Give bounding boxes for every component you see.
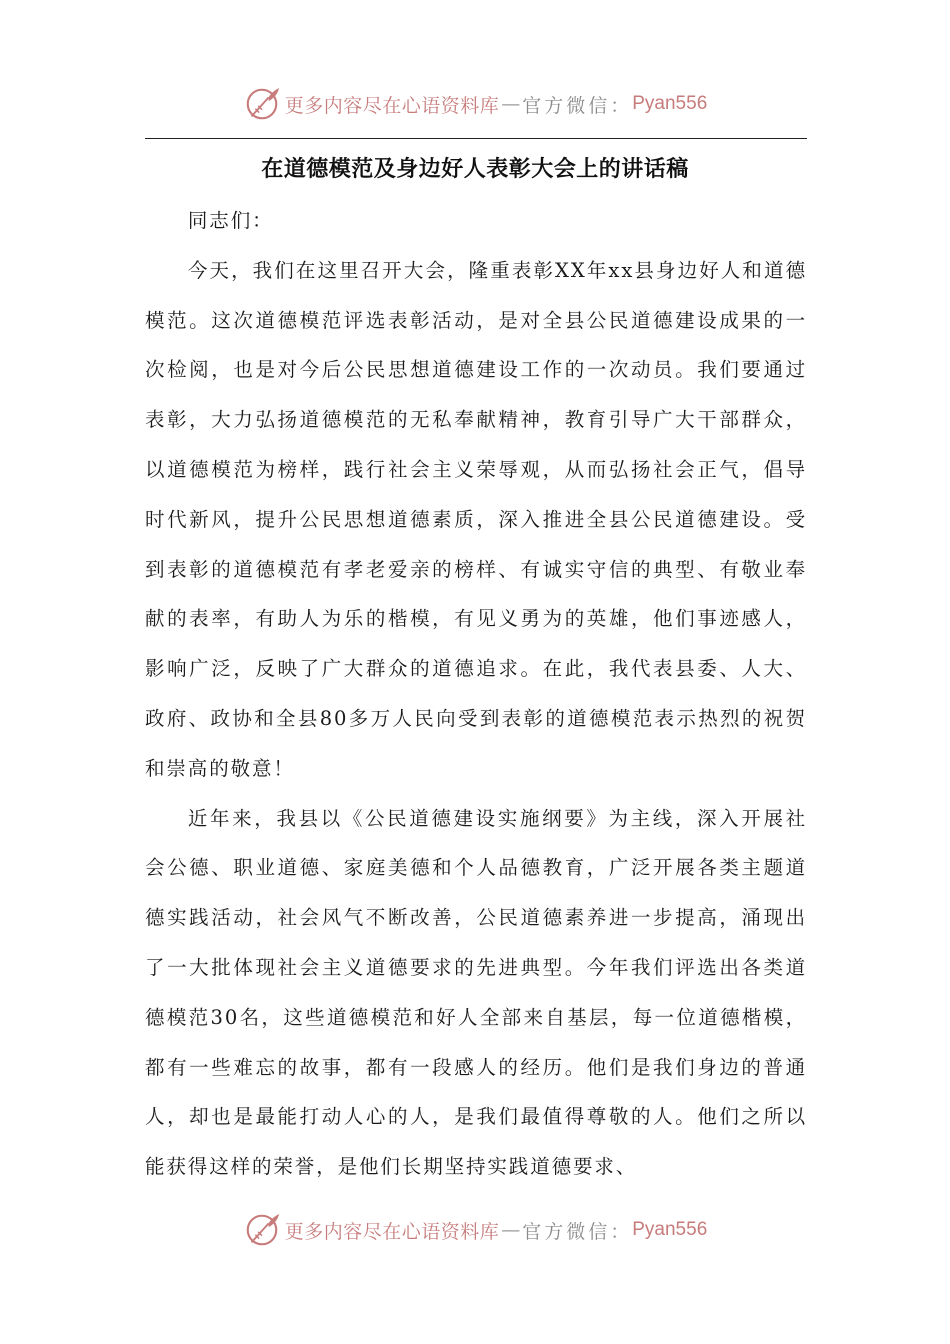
watermark-wechat-label: 官方微信： [522, 94, 633, 117]
paragraph-1: 今天，我们在这里召开大会，隆重表彰XX年xx县身边好人和道德模范。这次道德模范评选表彰活动，是对全县公民道德建设成果的一次检阅，也是对今后公民思想道德建设工作的一次动员。我们要通过表彰，大力弘扬道德模范的无私奉献精神，教育引导广大干部群众，以道德模范为榜样，践行社会主义荣辱观，从而弘扬社会正气，倡导时代新风，提升公民思想道德素质，深入推进全县公民道德建设。受到表彰的道德模范有孝老爱亲的榜样、有诚实守信的典型、有敬业奉献的表率，有助人为乐的楷模，有见义勇为的英雄，他们事迹感人，影响广泛，反映了广大群众的道德追求。在此，我代表县委、人大、政府、政协和全县80多万人民向受到表彰的道德模范表示热烈的祝贺和崇高的敬意！ [145, 258, 807, 780]
document-title: 在道德模范及身边好人表彰大会上的讲话稿 [261, 157, 689, 182]
watermark-dash: — [501, 1219, 521, 1241]
header-watermark [0, 84, 950, 124]
header-divider [145, 138, 807, 139]
watermark-slogan: 更多内容尽在心语资料库 [284, 1220, 500, 1243]
watermark-slogan: 更多内容尽在心语资料库 [284, 94, 500, 117]
watermark-wechat-id: Pyan556 [632, 93, 708, 114]
quill-pen-logo-icon [243, 85, 281, 123]
quill-pen-logo-icon [243, 1211, 281, 1249]
salutation: 同志们： [187, 209, 274, 232]
watermark-dash: — [501, 93, 521, 115]
footer-watermark [0, 1210, 950, 1250]
document-body [145, 196, 807, 1192]
watermark-wechat-id: Pyan556 [632, 1219, 708, 1240]
paragraph-2: 近年来，我县以《公民道德建设实施纲要》为主线，深入开展社会公德、职业道德、家庭美德和个人品德教育，广泛开展各类主题道德实践活动，社会风气不断改善，公民道德素养进一步提高，涌现出了一大批体现社会主义道德要求的先进典型。今年我们评选出各类道德模范30名，这些道德模范和好人全部来自基层，每一位道德楷模，都有一些难忘的故事，都有一段感人的经历。他们是我们身边的普通人，却也是最能打动人心的人，是我们最值得尊敬的人。他们之所以能获得这样的荣誉，是他们长期坚持实践道德要求、 [145, 806, 807, 1179]
watermark-wechat-label: 官方微信： [522, 1220, 633, 1243]
